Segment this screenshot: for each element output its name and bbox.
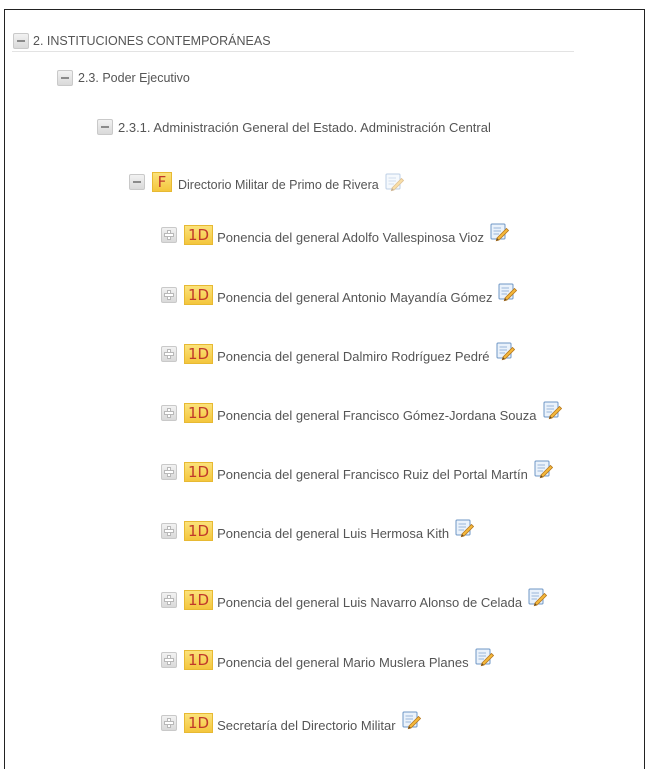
tree-node-child[interactable] xyxy=(161,521,474,541)
edit-pencil-icon[interactable] xyxy=(497,282,517,302)
tree-node-instituciones[interactable] xyxy=(13,33,271,49)
series-badge: 1D xyxy=(184,225,213,245)
series-badge: 1D xyxy=(184,713,213,733)
expand-plus-icon[interactable] xyxy=(161,715,177,731)
expand-plus-icon[interactable] xyxy=(161,405,177,421)
edit-pencil-icon[interactable] xyxy=(489,222,509,242)
tree-node-label[interactable]: Ponencia del general Luis Navarro Alonso de Celada xyxy=(217,594,523,610)
tree-node-child[interactable] xyxy=(161,344,515,364)
tree-node-label[interactable]: 2. INSTITUCIONES CONTEMPORÁNEAS xyxy=(33,34,271,48)
series-badge: 1D xyxy=(184,344,213,364)
expand-plus-icon[interactable] xyxy=(161,287,177,303)
tree-node-child[interactable] xyxy=(161,225,509,245)
tree-node-child[interactable] xyxy=(161,650,494,670)
edit-pencil-icon[interactable] xyxy=(474,647,494,667)
expand-plus-icon[interactable] xyxy=(161,652,177,668)
series-badge: 1D xyxy=(184,403,213,423)
tree-node-child[interactable] xyxy=(161,590,547,610)
edit-pencil-icon[interactable] xyxy=(454,518,474,538)
tree-node-label[interactable]: Ponencia del general Mario Muslera Planes xyxy=(217,654,469,670)
divider xyxy=(12,51,574,52)
collapse-minus-icon[interactable] xyxy=(57,70,73,86)
tree-node-child[interactable] xyxy=(161,403,562,423)
edit-pencil-icon[interactable] xyxy=(533,459,553,479)
tree-node-label[interactable]: Ponencia del general Adolfo Vallespinosa Vioz xyxy=(217,229,485,245)
tree-node-administracion-central[interactable] xyxy=(97,119,491,135)
edit-pencil-icon[interactable] xyxy=(495,341,515,361)
tree-node-label[interactable]: Ponencia del general Francisco Gómez-Jordana Souza xyxy=(217,407,537,423)
expand-plus-icon[interactable] xyxy=(161,523,177,539)
tree-node-label[interactable]: Secretaría del Directorio Militar xyxy=(217,717,396,733)
tree-node-label[interactable]: Ponencia del general Antonio Mayandía Gómez xyxy=(217,289,493,305)
series-badge: 1D xyxy=(184,285,213,305)
edit-pencil-icon[interactable] xyxy=(384,172,404,192)
series-badge: 1D xyxy=(184,650,213,670)
expand-plus-icon[interactable] xyxy=(161,464,177,480)
expand-plus-icon[interactable] xyxy=(161,346,177,362)
edit-pencil-icon[interactable] xyxy=(527,587,547,607)
tree-node-poder-ejecutivo[interactable] xyxy=(57,70,190,86)
series-badge: 1D xyxy=(184,462,213,482)
series-badge: 1D xyxy=(184,590,213,610)
tree-node-label[interactable]: Ponencia del general Dalmiro Rodríguez Pedré xyxy=(217,348,490,364)
collapse-minus-icon[interactable] xyxy=(97,119,113,135)
tree-node-label[interactable]: 2.3.1. Administración General del Estado. Administración Central xyxy=(118,119,491,135)
tree-node-directorio-militar[interactable] xyxy=(129,172,404,192)
edit-pencil-icon[interactable] xyxy=(542,400,562,420)
expand-plus-icon[interactable] xyxy=(161,592,177,608)
tree-node-label[interactable]: Directorio Militar de Primo de Rivera xyxy=(178,178,379,192)
expand-plus-icon[interactable] xyxy=(161,227,177,243)
collapse-minus-icon[interactable] xyxy=(129,174,145,190)
tree-node-child[interactable] xyxy=(161,713,421,733)
tree-node-label[interactable]: Ponencia del general Luis Hermosa Kith xyxy=(217,525,450,541)
edit-pencil-icon[interactable] xyxy=(401,710,421,730)
collapse-minus-icon[interactable] xyxy=(13,33,29,49)
series-badge: 1D xyxy=(184,521,213,541)
tree-node-label[interactable]: Ponencia del general Francisco Ruiz del Portal Martín xyxy=(217,466,528,482)
fonds-badge: F xyxy=(152,172,172,192)
tree-node-child[interactable] xyxy=(161,285,517,305)
tree-node-label[interactable]: 2.3. Poder Ejecutivo xyxy=(78,71,190,85)
tree-node-child[interactable] xyxy=(161,462,553,482)
